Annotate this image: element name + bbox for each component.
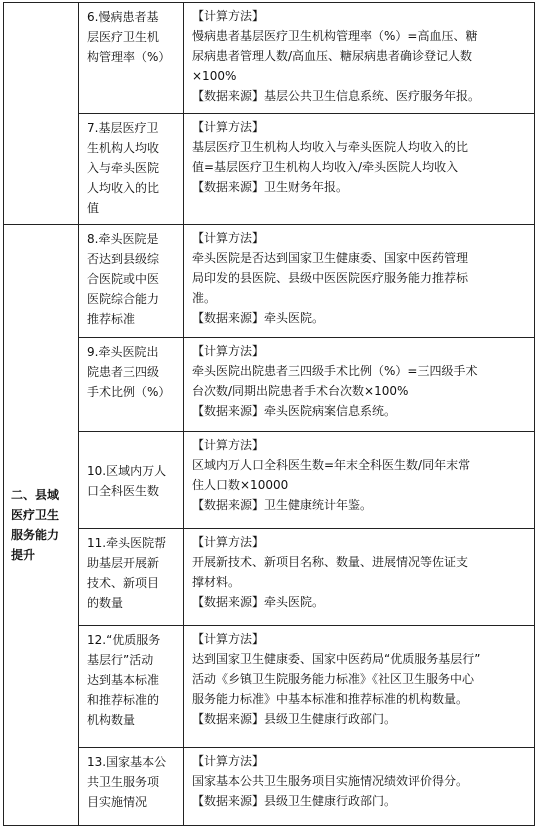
indicator-name: 12.“优质服务 基层行”活动 达到基本标准 和推荐标准的 机构数量 bbox=[87, 633, 161, 727]
indicator-name-cell bbox=[79, 3, 184, 114]
method-cell bbox=[184, 338, 535, 432]
method-cell bbox=[184, 626, 535, 748]
indicator-table bbox=[3, 2, 535, 826]
method-heading: 【计算方法】 bbox=[192, 9, 265, 23]
table-row bbox=[4, 3, 535, 114]
method-cell bbox=[184, 529, 535, 626]
indicator-name-cell bbox=[79, 432, 184, 529]
formula-text: 慢病患者基层医疗卫生机构管理率（%）=高血压、糖 尿病患者管理人数/高血压、糖尿病患者确诊登记人数 ×100% bbox=[192, 29, 478, 83]
method-heading: 【计算方法】 bbox=[192, 535, 265, 549]
method-heading: 【计算方法】 bbox=[192, 231, 265, 245]
data-source-text: 【数据来源】县级卫生健康行政部门。 bbox=[192, 794, 397, 808]
data-source-text: 【数据来源】基层公共卫生信息系统、医疗服务年报。 bbox=[192, 89, 481, 103]
formula-text: 区域内万人口全科医生数=年末全科医生数/同年末常 住人口数×10000 bbox=[192, 458, 471, 492]
indicator-name: 8.牵头医院是 否达到县级综 合医院或中医 医院综合能力 推荐标准 bbox=[87, 232, 160, 326]
formula-text: 牵头医院是否达到国家卫生健康委、国家中医药管理 局印发的县医院、县级中医医院医疗服务能力推荐标 准。 bbox=[192, 251, 469, 305]
formula-text: 开展新技术、新项目名称、数量、进展情况等佐证支 撑材料。 bbox=[192, 555, 469, 589]
method-heading: 【计算方法】 bbox=[192, 754, 265, 768]
formula-text: 国家基本公共卫生服务项目实施情况绩效评价得分。 bbox=[192, 774, 469, 788]
indicator-name: 6.慢病患者基 层医疗卫生机 构管理率（%） bbox=[87, 10, 171, 64]
table-row bbox=[4, 529, 535, 626]
table-row bbox=[4, 748, 535, 826]
category-cell bbox=[4, 114, 79, 225]
indicator-name-cell bbox=[79, 114, 184, 225]
indicator-name-cell bbox=[79, 529, 184, 626]
category-cell bbox=[4, 3, 79, 114]
data-source-text: 【数据来源】牵头医院病案信息系统。 bbox=[192, 404, 397, 418]
method-heading: 【计算方法】 bbox=[192, 438, 265, 452]
table-row bbox=[4, 225, 535, 338]
table-row bbox=[4, 432, 535, 529]
method-heading: 【计算方法】 bbox=[192, 344, 265, 358]
indicator-name-cell bbox=[79, 225, 184, 338]
data-source-text: 【数据来源】牵头医院。 bbox=[192, 311, 325, 325]
table-row bbox=[4, 338, 535, 432]
method-heading: 【计算方法】 bbox=[192, 632, 265, 646]
data-source-text: 【数据来源】卫生健康统计年鉴。 bbox=[192, 498, 373, 512]
indicator-name-cell bbox=[79, 748, 184, 826]
method-heading: 【计算方法】 bbox=[192, 120, 265, 134]
data-source-text: 【数据来源】卫生财务年报。 bbox=[192, 180, 349, 194]
indicator-name-cell bbox=[79, 338, 184, 432]
indicator-name: 7.基层医疗卫 生机构人均收 入与牵头医院 人均收入的比 值 bbox=[87, 121, 160, 215]
indicator-name: 10.区域内万人 口全科医生数 bbox=[87, 464, 167, 498]
table-row bbox=[4, 114, 535, 225]
formula-text: 基层医疗卫生机构人均收入与牵头医院人均收入的比 值=基层医疗卫生机构人均收入/牵头医院人均收入 bbox=[192, 140, 469, 174]
formula-text: 达到国家卫生健康委、国家中医药局“优质服务基层行” 活动《乡镇卫生院服务能力标准》《社区卫生服务中心 服务能力标准》中基本标准和推荐标准的机构数量。 bbox=[192, 652, 481, 706]
indicator-name: 13.国家基本公 共卫生服务项 目实施情况 bbox=[87, 755, 167, 809]
indicator-name: 11.牵头医院帮 助基层开展新 技术、新项目 的数量 bbox=[87, 536, 167, 610]
table-row bbox=[4, 626, 535, 748]
category-cell bbox=[4, 225, 79, 826]
method-cell bbox=[184, 225, 535, 338]
data-source-text: 【数据来源】牵头医院。 bbox=[192, 595, 325, 609]
method-cell bbox=[184, 3, 535, 114]
method-cell bbox=[184, 748, 535, 826]
category-label: 二、县域 医疗卫生 服务能力 提升 bbox=[11, 488, 60, 562]
indicator-name-cell bbox=[79, 626, 184, 748]
formula-text: 牵头医院出院患者三四级手术比例（%）=三四级手术 台次数/同期出院患者手术台次数×100% bbox=[192, 364, 478, 398]
method-cell bbox=[184, 432, 535, 529]
data-source-text: 【数据来源】县级卫生健康行政部门。 bbox=[192, 712, 397, 726]
method-cell bbox=[184, 114, 535, 225]
indicator-name: 9.牵头医院出 院患者三四级 手术比例（%） bbox=[87, 345, 171, 399]
